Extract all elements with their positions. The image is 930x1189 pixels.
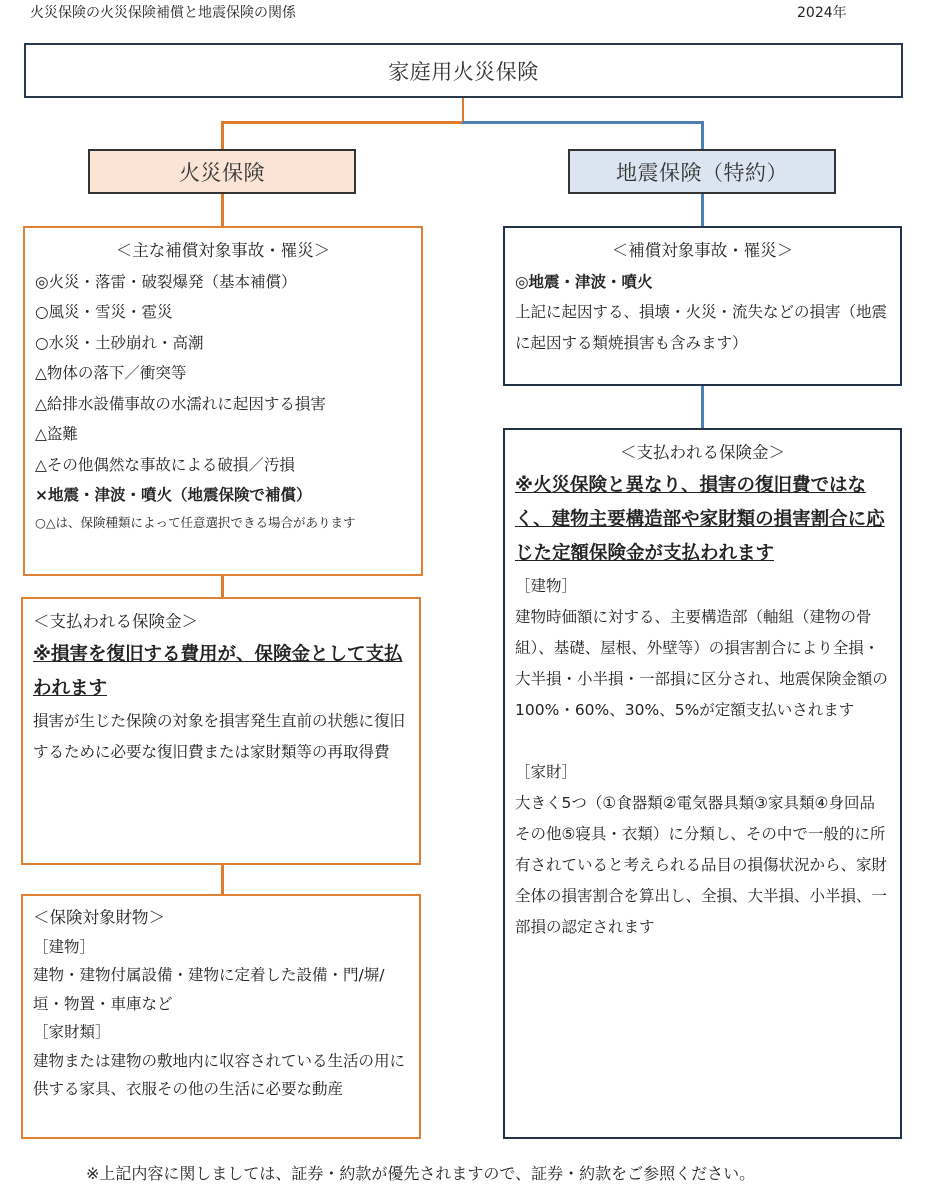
fire-coverage-item: ○風災・雪災・雹災: [35, 303, 173, 321]
fire-property-building-text: 建物・建物付属設備・建物に定着した設備・門/塀/垣・物置・車庫など: [33, 966, 385, 1013]
quake-coverage-main: ◎地震・津波・噴火: [515, 272, 653, 291]
fire-coverage-item: △盗難: [35, 425, 78, 443]
connector-fire-coverage: [221, 194, 224, 226]
connector-root-fire-h: [221, 121, 464, 124]
fire-property-contents-label: ［家財類］: [33, 1023, 111, 1041]
fire-coverage-excluded: ×地震・津波・噴火（地震保険で補償）: [35, 486, 312, 504]
fire-property-contents-text: 建物または建物の敷地内に収容されている生活の用に供する家具、衣服その他の生活に必要な動産: [33, 1051, 406, 1098]
quake-payout-emphasis: ※火災保険と異なり、損害の復旧費ではなく、建物主要構造部や家財類の損害割合に応じた定額保険金が支払われます: [515, 474, 885, 564]
fire-payout-body: 損害が生じた保険の対象を損害発生直前の状態に復旧するために必要な復旧費または家財類等の再取得費: [33, 711, 406, 761]
connector-root-fire-v1: [462, 98, 464, 123]
fire-property-panel: [21, 894, 421, 1139]
root-box: [24, 43, 903, 98]
connector-fire-payout: [221, 576, 224, 598]
quake-coverage-panel: [503, 226, 902, 386]
fire-coverage-note: ○△は、保険種類によって任意選択できる場合があります: [35, 514, 356, 530]
spacer: [515, 726, 890, 757]
fire-coverage-panel: [23, 226, 423, 576]
fire-payout-emphasis: ※損害を復旧する費用が、保険金として支払われます: [33, 643, 403, 699]
footer-note: ※上記内容に関しましては、証券・約款が優先されますので、証券・約款をご参照ください。: [86, 1164, 756, 1183]
connector-root-fire-v2: [221, 121, 224, 149]
fire-coverage-title: ＜主な補償対象事故・罹災＞: [115, 241, 331, 260]
connector-quake-payout: [701, 386, 704, 428]
quake-payout-building-label: ［建物］: [515, 576, 578, 595]
connector-root-quake-v2: [701, 121, 704, 149]
fire-coverage-item: △その他偶然な事故による破損／汚損: [35, 455, 295, 474]
connector-quake-coverage: [701, 194, 704, 226]
quake-payout-building-text: 建物時価額に対する、主要構造部（軸組（建物の骨組）、基礎、屋根、外壁等）の損害割合により全損・大半損・小半損・一部損に区分され、地震保険金額の100%・60%、30%、5%が定額支払いされます: [515, 607, 888, 719]
quake-payout-panel: [503, 428, 902, 1139]
connector-fire-property: [221, 865, 224, 895]
quake-payout-title: ＜支払われる保険金＞: [620, 443, 785, 462]
fire-property-title: ＜保険対象財物＞: [33, 908, 165, 927]
quake-coverage-title: ＜補償対象事故・罹災＞: [611, 241, 794, 260]
document-title: 火災保険の火災保険補償と地震保険の関係: [30, 5, 296, 21]
fire-insurance-box: [88, 149, 356, 194]
fire-payout-panel: [21, 597, 421, 865]
fire-coverage-item: △給排水設備事故の水濡れに起因する損害: [35, 394, 326, 413]
earthquake-insurance-label: 地震保険（特約）: [616, 160, 788, 185]
fire-coverage-item: ◎火災・落雷・破裂爆発（基本補償）: [35, 272, 297, 291]
root-label: 家庭用火災保険: [388, 59, 539, 84]
connector-root-quake-h: [462, 121, 704, 124]
quake-payout-contents-label: ［家財］: [515, 762, 578, 781]
quake-payout-contents-text: 大きく5つ（①食器類②電気器具類③家具類④身回品その他⑤寝具・衣類）に分類し、その中で一般的に所有されていると考えられる品目の損傷状況から、家財全体の損害割合を算出し、全損、大半損、小半損、一部損の認定されます: [515, 793, 888, 936]
fire-insurance-label: 火災保険: [179, 160, 265, 185]
fire-property-building-label: ［建物］: [33, 937, 96, 956]
fire-coverage-item: △物体の落下／衝突等: [35, 364, 187, 382]
fire-coverage-item: ○水災・土砂崩れ・高潮: [35, 333, 204, 352]
document-year: 2024年: [797, 5, 847, 21]
quake-coverage-body: 上記に起因する、損壊・火災・流失などの損害（地震に起因する類焼損害も含みます）: [515, 303, 888, 352]
earthquake-insurance-box: [568, 149, 836, 194]
fire-payout-title: ＜支払われる保険金＞: [33, 612, 198, 631]
